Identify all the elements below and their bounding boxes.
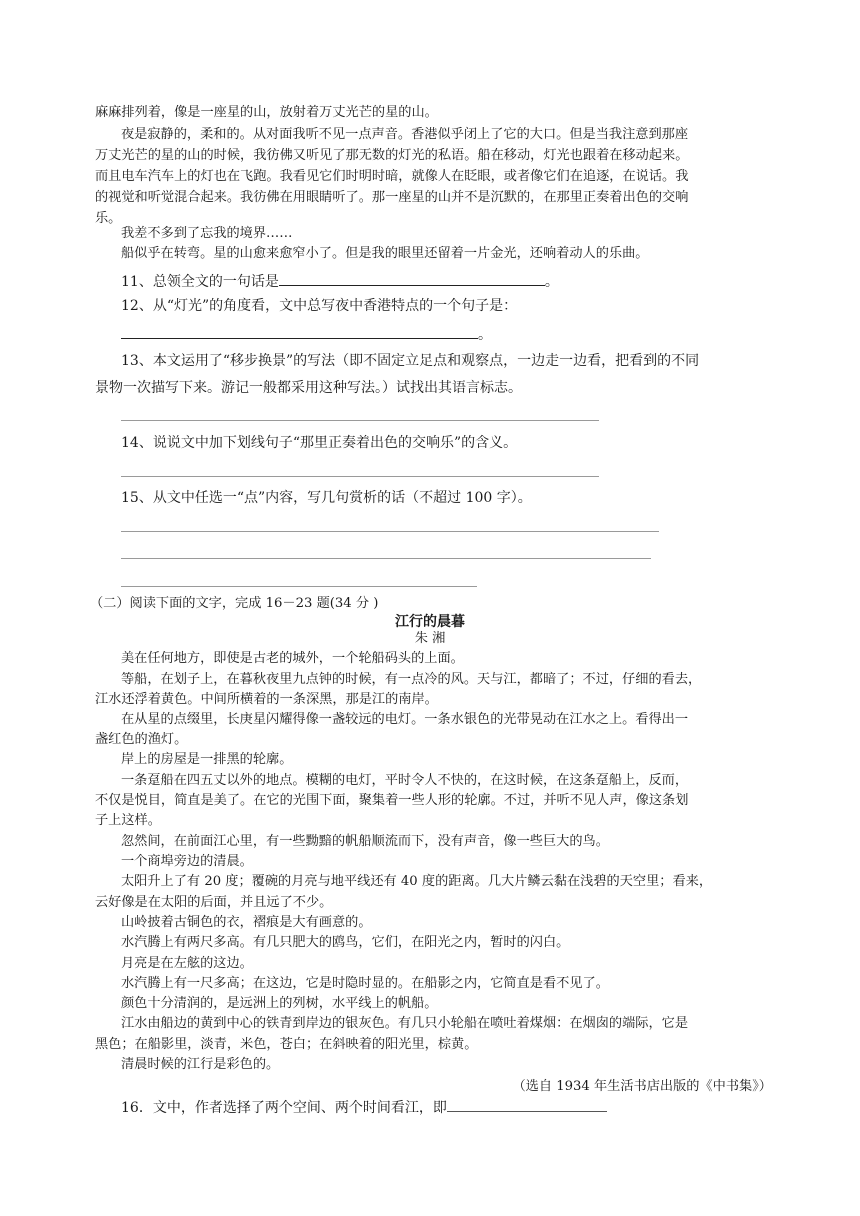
article-line-12: 太阳升上了有 20 度；覆碗的月亮与地平线还有 40 度的距离。几大片鳞云黏在浅碧的天空里；看来， bbox=[121, 874, 713, 889]
article-line-14: 山岭披着古铜色的衣，褶痕是大有画意的。 bbox=[121, 915, 372, 930]
article-line-11: 一个商埠旁边的清晨。 bbox=[121, 854, 253, 869]
article-source: （选自 1934 年生活书店出版的《中书集》） bbox=[512, 1079, 772, 1094]
question-13-line-2: 景物一次描写下来。游记一般都采用这种写法。）试找出其语言标志。 bbox=[95, 380, 522, 396]
passage1-line-1: 麻麻排列着，像是一座星的山，放射着万丈光芒的星的山。 bbox=[95, 105, 438, 120]
answer-line-13[interactable] bbox=[121, 420, 599, 421]
article-line-17: 水汽腾上有一尺多高；在这边，它是时隐时显的。在船影之内，它简直是看不见了。 bbox=[121, 976, 609, 991]
question-12-end: 。 bbox=[478, 327, 492, 343]
question-16-text: 16．文中，作者选择了两个空间、两个时间看江，即 bbox=[121, 1100, 447, 1116]
question-11-end: 。 bbox=[544, 274, 559, 290]
question-12-answer-line bbox=[121, 324, 492, 345]
article-title: 江行的晨暮 bbox=[395, 614, 465, 630]
answer-line-15-1[interactable] bbox=[121, 531, 659, 532]
passage1-line-8: 船似乎在转弯。星的山愈来愈窄小了。但是我的眼里还留着一片金光，还响着动人的乐曲。 bbox=[121, 246, 649, 261]
article-line-8: 不仅是悦目，简直是美了。在它的光围下面，聚集着一些人形的轮廓。不过，并听不见人声，像这条划 bbox=[95, 793, 689, 808]
passage1-line-7: 我差不多到了忘我的境界…… bbox=[121, 226, 293, 241]
article-author: 朱 湘 bbox=[414, 631, 446, 646]
answer-blank-16[interactable] bbox=[447, 1097, 607, 1112]
article-line-18: 颜色十分清润的，是远洲上的列树，水平线上的帆船。 bbox=[121, 996, 438, 1011]
question-11-text: 11、总领全文的一句话是 bbox=[121, 274, 279, 290]
question-15: 15、从文中任选一“点”内容，写几句赏析的话（不超过 100 字）。 bbox=[121, 490, 532, 506]
answer-line-14[interactable] bbox=[121, 476, 599, 477]
answer-blank-11[interactable] bbox=[279, 271, 545, 286]
passage1-line-2: 夜是寂静的，柔和的。从对面我听不见一点声音。香港似乎闭上了它的大口。但是当我注意到那座 bbox=[121, 127, 689, 142]
article-line-19: 江水由船边的黄到中心的铁青到岸边的银灰色。有几只小轮船在喷吐着煤烟：在烟囱的端际，它是 bbox=[121, 1016, 689, 1031]
article-line-15: 水汽腾上有两尺多高。有几只肥大的鸥鸟，它们，在阳光之内，暂时的闪白。 bbox=[121, 935, 570, 950]
article-line-20: 黑色；在船影里，淡青，米色，苍白；在斜映着的阳光里，棕黄。 bbox=[95, 1037, 478, 1052]
article-line-4: 在从星的点缀里，长庚星闪耀得像一盏较远的电灯。一条水银色的光带晃动在江水之上。看得出一 bbox=[121, 712, 689, 727]
answer-line-15-2[interactable] bbox=[121, 558, 651, 559]
article-line-10: 忽然间，在前面江心里，有一些黝黯的帆船顺流而下，没有声音，像一些巨大的鸟。 bbox=[121, 834, 609, 849]
article-line-21: 清晨时候的江行是彩色的。 bbox=[121, 1057, 280, 1072]
article-line-1: 美在任何地方，即使是古老的城外，一个轮船码头的上面。 bbox=[121, 651, 464, 666]
article-line-9: 子上这样。 bbox=[95, 813, 161, 828]
section2-heading: （二）阅读下面的文字，完成 16－23 题(34 分 ) bbox=[90, 596, 379, 611]
passage1-line-5: 的视觉和听觉混合起来。我彷佛在用眼睛听了。那一座星的山并不是沉默的，在那里正奏着出色的交响 bbox=[95, 190, 689, 205]
article-line-16: 月亮是在左舷的这边。 bbox=[121, 956, 253, 971]
passage1-line-3: 万丈光芒的星的山的时候，我彷佛又听见了那无数的灯光的私语。船在移动，灯光也跟着在移动起来。 bbox=[95, 148, 689, 163]
article-line-2: 等船，在划子上，在暮秋夜里九点钟的时候，有一点冷的风。天与江，都暗了；不过，仔细的看去， bbox=[121, 672, 702, 687]
question-14: 14、说说文中加下划线句子“那里正奏着出色的交响乐”的含义。 bbox=[121, 435, 518, 451]
question-13-line-1: 13、本文运用了“移步换景”的写法（即不固定立足点和观察点，一边走一边看，把看到的不同 bbox=[121, 353, 700, 369]
article-line-13: 云好像是在太阳的后面，并且远了不少。 bbox=[95, 895, 333, 910]
answer-line-15-3[interactable] bbox=[121, 586, 477, 587]
answer-blank-12[interactable] bbox=[121, 324, 478, 339]
article-line-7: 一条趸船在四五丈以外的地点。模糊的电灯，平时令人不快的，在这时候，在这条趸船上，反而， bbox=[121, 773, 689, 788]
question-16 bbox=[121, 1097, 607, 1118]
article-line-6: 岸上的房屋是一排黑的轮廓。 bbox=[121, 752, 293, 767]
passage1-line-6: 乐。 bbox=[95, 211, 122, 226]
passage1-line-4: 而且电车汽车上的灯也在飞跑。我看见它们时明时暗，就像人在眨眼，或者像它们在追逐，在说话。我 bbox=[95, 169, 689, 184]
article-line-5: 盏红色的渔灯。 bbox=[95, 732, 188, 747]
article-line-3: 江水还浮着黄色。中间所横着的一条深黑，那是江的南岸。 bbox=[95, 692, 438, 707]
question-12: 12、从“灯光”的角度看，文中总写夜中香港特点的一个句子是： bbox=[121, 298, 518, 314]
question-11 bbox=[121, 271, 559, 292]
